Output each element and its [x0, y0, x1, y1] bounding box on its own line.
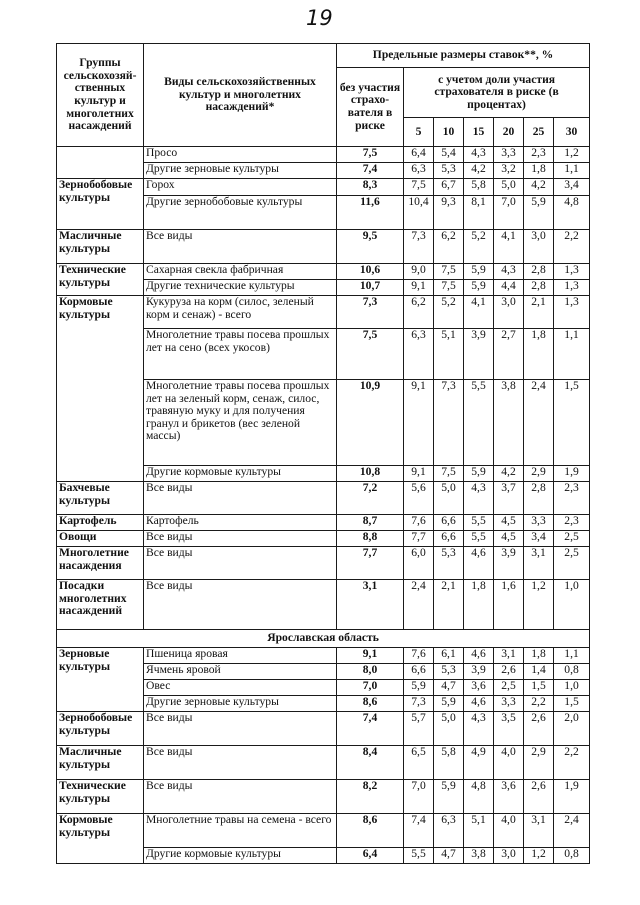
crop-group: Овощи	[57, 531, 144, 547]
rate-share-5: 5,6	[404, 482, 434, 515]
rate-share-25: 1,8	[524, 329, 554, 380]
rate-without-share: 8,6	[337, 696, 404, 712]
rate-share-5: 6,3	[404, 329, 434, 380]
rate-share-5: 6,3	[404, 163, 434, 179]
rate-share-30: 1,1	[554, 329, 590, 380]
rate-share-10: 4,7	[434, 848, 464, 864]
crop-type: Картофель	[144, 515, 337, 531]
rate-share-5: 5,9	[404, 680, 434, 696]
rate-share-30: 1,5	[554, 380, 590, 466]
rate-share-10: 7,5	[434, 264, 464, 280]
rate-share-15: 4,3	[464, 712, 494, 746]
rate-share-30: 2,2	[554, 230, 590, 264]
rate-share-25: 1,5	[524, 680, 554, 696]
table-row	[57, 580, 590, 630]
rate-share-5: 9,0	[404, 264, 434, 280]
rate-share-5: 6,4	[404, 147, 434, 163]
rate-share-30: 1,3	[554, 280, 590, 296]
rate-share-30: 4,8	[554, 196, 590, 230]
rate-share-25: 2,9	[524, 746, 554, 780]
rate-share-20: 3,0	[494, 848, 524, 864]
rate-share-10: 7,5	[434, 466, 464, 482]
rate-share-25: 1,2	[524, 580, 554, 630]
region-title: Ярославская область	[57, 630, 590, 648]
rate-share-25: 2,6	[524, 780, 554, 814]
crop-type: Все виды	[144, 712, 337, 746]
rate-without-share: 8,6	[337, 814, 404, 848]
rate-share-5: 9,1	[404, 466, 434, 482]
rate-share-15: 3,8	[464, 848, 494, 864]
rate-share-5: 7,3	[404, 696, 434, 712]
crop-type: Другие зерновые культуры	[144, 163, 337, 179]
rate-without-share: 11,6	[337, 196, 404, 230]
crop-group: Многолетние насаждения	[57, 547, 144, 580]
table-row	[57, 515, 590, 531]
rate-share-30: 1,0	[554, 580, 590, 630]
crop-group: Картофель	[57, 515, 144, 531]
rate-without-share: 3,1	[337, 580, 404, 630]
rate-share-20: 4,0	[494, 746, 524, 780]
rate-without-share: 7,5	[337, 147, 404, 163]
table-row	[57, 648, 590, 664]
rate-without-share: 7,7	[337, 547, 404, 580]
header-share-10: 10	[434, 118, 464, 147]
crop-type: Все виды	[144, 746, 337, 780]
table-row	[57, 780, 590, 814]
rate-without-share: 7,0	[337, 680, 404, 696]
rate-share-25: 2,8	[524, 482, 554, 515]
rate-share-5: 9,1	[404, 380, 434, 466]
rate-share-10: 6,6	[434, 531, 464, 547]
rate-share-30: 3,4	[554, 179, 590, 196]
crop-type: Все виды	[144, 547, 337, 580]
rate-without-share: 8,2	[337, 780, 404, 814]
rate-share-5: 9,1	[404, 280, 434, 296]
rate-without-share: 10,6	[337, 264, 404, 280]
rate-share-5: 7,6	[404, 648, 434, 664]
rate-share-25: 3,1	[524, 547, 554, 580]
header-share-15: 15	[464, 118, 494, 147]
rate-without-share: 10,7	[337, 280, 404, 296]
rate-share-25: 2,1	[524, 296, 554, 329]
rate-share-25: 2,8	[524, 280, 554, 296]
rate-share-10: 5,9	[434, 780, 464, 814]
rate-share-15: 4,1	[464, 296, 494, 329]
rate-share-15: 8,1	[464, 196, 494, 230]
rate-share-20: 2,7	[494, 329, 524, 380]
rate-share-30: 2,3	[554, 482, 590, 515]
crop-group: Зернобобовые культуры	[57, 179, 144, 230]
rate-without-share: 8,0	[337, 664, 404, 680]
rate-share-10: 2,1	[434, 580, 464, 630]
insurance-rates-table	[56, 43, 590, 864]
header-share-5: 5	[404, 118, 434, 147]
crop-group: Масличные культуры	[57, 230, 144, 264]
crop-type: Просо	[144, 147, 337, 163]
rate-share-30: 1,0	[554, 680, 590, 696]
header-share-20: 20	[494, 118, 524, 147]
rate-share-15: 4,6	[464, 696, 494, 712]
crop-group: Бахчевые культуры	[57, 482, 144, 515]
rate-share-5: 7,5	[404, 179, 434, 196]
crop-type: Все виды	[144, 531, 337, 547]
rate-share-20: 3,9	[494, 547, 524, 580]
rate-without-share: 10,8	[337, 466, 404, 482]
rate-share-25: 3,0	[524, 230, 554, 264]
rate-share-25: 2,2	[524, 696, 554, 712]
crop-type: Многолетние травы на семена - всего	[144, 814, 337, 848]
table-row	[57, 230, 590, 264]
crop-group: Зерновые культуры	[57, 648, 144, 712]
rate-share-10: 6,2	[434, 230, 464, 264]
crop-type: Все виды	[144, 580, 337, 630]
rate-share-20: 4,4	[494, 280, 524, 296]
rate-share-5: 7,6	[404, 515, 434, 531]
header-with-share: с учетом доли участия страхователя в риске (в процентах)	[404, 68, 590, 118]
crop-type: Все виды	[144, 780, 337, 814]
crop-type: Другие кормовые культуры	[144, 848, 337, 864]
rate-share-25: 3,4	[524, 531, 554, 547]
header-without-share: без участия страхо- вателя в риске	[337, 68, 404, 147]
rate-share-20: 2,6	[494, 664, 524, 680]
rate-share-20: 3,3	[494, 147, 524, 163]
header-types: Виды сельскохозяйственных культур и многолетних насаждений*	[144, 44, 337, 147]
crop-type: Другие зернобобовые культуры	[144, 196, 337, 230]
crop-type: Сахарная свекла фабричная	[144, 264, 337, 280]
rate-share-25: 1,8	[524, 648, 554, 664]
rate-without-share: 7,4	[337, 712, 404, 746]
header-share-25: 25	[524, 118, 554, 147]
table-row	[57, 179, 590, 196]
crop-type: Овес	[144, 680, 337, 696]
rate-share-5: 7,7	[404, 531, 434, 547]
table-row	[57, 147, 590, 163]
rate-share-10: 5,8	[434, 746, 464, 780]
rate-share-20: 3,3	[494, 696, 524, 712]
rate-share-20: 4,5	[494, 515, 524, 531]
table-row	[57, 264, 590, 280]
rate-share-30: 0,8	[554, 664, 590, 680]
table-row	[57, 482, 590, 515]
rate-share-30: 1,2	[554, 147, 590, 163]
rate-share-30: 0,8	[554, 848, 590, 864]
crop-type: Кукуруза на корм (силос, зеленый корм и сенаж) - всего	[144, 296, 337, 329]
crop-type: Ячмень яровой	[144, 664, 337, 680]
crop-type: Многолетние травы посева прошлых лет на зеленый корм, сенаж, силос, травяную муку и для получения гранул и брикетов (вес зеленой массы)	[144, 380, 337, 466]
table-row	[57, 814, 590, 848]
rate-share-25: 1,8	[524, 163, 554, 179]
rate-share-10: 5,0	[434, 482, 464, 515]
rate-share-25: 1,2	[524, 848, 554, 864]
rate-share-20: 3,6	[494, 780, 524, 814]
rate-share-5: 7,4	[404, 814, 434, 848]
rate-share-10: 5,9	[434, 696, 464, 712]
rate-without-share: 9,5	[337, 230, 404, 264]
rate-share-20: 3,1	[494, 648, 524, 664]
rate-share-10: 5,3	[434, 664, 464, 680]
rate-share-5: 5,7	[404, 712, 434, 746]
rate-share-30: 1,3	[554, 296, 590, 329]
crop-type: Другие зерновые культуры	[144, 696, 337, 712]
rate-share-25: 2,3	[524, 147, 554, 163]
rate-share-5: 7,3	[404, 230, 434, 264]
rate-share-10: 7,3	[434, 380, 464, 466]
rate-share-25: 4,2	[524, 179, 554, 196]
crop-type: Пшеница яровая	[144, 648, 337, 664]
rate-share-30: 2,5	[554, 531, 590, 547]
rate-share-10: 5,2	[434, 296, 464, 329]
rate-share-15: 3,6	[464, 680, 494, 696]
rate-share-20: 4,5	[494, 531, 524, 547]
table-row	[57, 712, 590, 746]
table-row	[57, 531, 590, 547]
rate-share-15: 5,9	[464, 264, 494, 280]
rate-share-5: 6,2	[404, 296, 434, 329]
rate-share-25: 1,4	[524, 664, 554, 680]
crop-group	[57, 147, 144, 179]
rate-share-15: 4,6	[464, 648, 494, 664]
rate-share-10: 6,6	[434, 515, 464, 531]
rate-share-25: 2,6	[524, 712, 554, 746]
rate-share-30: 1,9	[554, 780, 590, 814]
rate-share-10: 5,4	[434, 147, 464, 163]
header-groups: Группы сельскохозяй- ственных культур и многолетних насаждений	[57, 44, 144, 147]
rate-without-share: 7,5	[337, 329, 404, 380]
rate-share-20: 4,0	[494, 814, 524, 848]
rate-share-15: 5,9	[464, 280, 494, 296]
rate-share-15: 5,5	[464, 531, 494, 547]
rate-share-25: 3,3	[524, 515, 554, 531]
rate-without-share: 8,7	[337, 515, 404, 531]
header-share-30: 30	[554, 118, 590, 147]
rate-share-5: 5,5	[404, 848, 434, 864]
rate-share-15: 4,8	[464, 780, 494, 814]
rate-share-20: 4,2	[494, 466, 524, 482]
rate-without-share: 9,1	[337, 648, 404, 664]
crop-type: Горох	[144, 179, 337, 196]
table-row	[57, 746, 590, 780]
rate-share-25: 2,9	[524, 466, 554, 482]
rate-share-30: 2,3	[554, 515, 590, 531]
rate-share-20: 4,1	[494, 230, 524, 264]
rate-share-30: 2,0	[554, 712, 590, 746]
rate-share-20: 3,7	[494, 482, 524, 515]
rate-share-15: 4,3	[464, 482, 494, 515]
rate-share-10: 5,1	[434, 329, 464, 380]
region-row	[57, 630, 590, 648]
rate-share-25: 5,9	[524, 196, 554, 230]
rate-share-10: 6,7	[434, 179, 464, 196]
crop-group: Зернобобовые культуры	[57, 712, 144, 746]
rate-without-share: 6,4	[337, 848, 404, 864]
crop-type: Другие кормовые культуры	[144, 466, 337, 482]
rate-without-share: 7,2	[337, 482, 404, 515]
rate-share-15: 3,9	[464, 664, 494, 680]
rate-share-20: 1,6	[494, 580, 524, 630]
rate-share-5: 6,5	[404, 746, 434, 780]
rate-share-25: 2,4	[524, 380, 554, 466]
rate-share-30: 1,3	[554, 264, 590, 280]
crop-type: Многолетние травы посева прошлых лет на сено (всех укосов)	[144, 329, 337, 380]
rate-share-10: 7,5	[434, 280, 464, 296]
rate-without-share: 7,4	[337, 163, 404, 179]
rate-share-30: 1,1	[554, 648, 590, 664]
crop-group: Посадки многолетних насаждений	[57, 580, 144, 630]
rate-share-15: 4,2	[464, 163, 494, 179]
rate-without-share: 7,3	[337, 296, 404, 329]
rate-share-20: 3,8	[494, 380, 524, 466]
rate-share-15: 5,5	[464, 515, 494, 531]
rate-share-10: 4,7	[434, 680, 464, 696]
rate-share-10: 9,3	[434, 196, 464, 230]
rate-share-30: 1,1	[554, 163, 590, 179]
rate-share-25: 2,8	[524, 264, 554, 280]
rate-share-15: 5,8	[464, 179, 494, 196]
rate-share-15: 5,9	[464, 466, 494, 482]
rate-share-5: 2,4	[404, 580, 434, 630]
crop-group: Кормовые культуры	[57, 814, 144, 864]
rate-share-30: 1,5	[554, 696, 590, 712]
rate-without-share: 8,8	[337, 531, 404, 547]
page-number: 19	[306, 6, 333, 30]
rate-without-share: 8,3	[337, 179, 404, 196]
rate-share-10: 5,0	[434, 712, 464, 746]
crop-type: Все виды	[144, 482, 337, 515]
rate-share-30: 2,5	[554, 547, 590, 580]
crop-group: Технические культуры	[57, 780, 144, 814]
rate-share-15: 4,9	[464, 746, 494, 780]
rate-share-30: 1,9	[554, 466, 590, 482]
rate-without-share: 8,4	[337, 746, 404, 780]
rate-share-20: 4,3	[494, 264, 524, 280]
rate-share-5: 10,4	[404, 196, 434, 230]
rate-share-30: 2,4	[554, 814, 590, 848]
rate-share-20: 2,5	[494, 680, 524, 696]
rate-share-15: 5,2	[464, 230, 494, 264]
rate-share-5: 7,0	[404, 780, 434, 814]
rate-share-15: 4,3	[464, 147, 494, 163]
rate-share-20: 5,0	[494, 179, 524, 196]
rate-share-20: 7,0	[494, 196, 524, 230]
rate-share-20: 3,0	[494, 296, 524, 329]
rate-share-5: 6,0	[404, 547, 434, 580]
rate-share-10: 5,3	[434, 547, 464, 580]
rate-share-15: 4,6	[464, 547, 494, 580]
crop-group: Кормовые культуры	[57, 296, 144, 482]
rate-share-10: 5,3	[434, 163, 464, 179]
rate-share-15: 3,9	[464, 329, 494, 380]
table-row	[57, 296, 590, 329]
crop-type: Другие технические культуры	[144, 280, 337, 296]
rate-share-10: 6,3	[434, 814, 464, 848]
rate-share-5: 6,6	[404, 664, 434, 680]
rate-share-25: 3,1	[524, 814, 554, 848]
crop-type: Все виды	[144, 230, 337, 264]
crop-group: Масличные культуры	[57, 746, 144, 780]
header-limit: Предельные размеры ставок**, %	[337, 44, 590, 68]
rate-share-15: 5,1	[464, 814, 494, 848]
rate-share-20: 3,2	[494, 163, 524, 179]
rate-without-share: 10,9	[337, 380, 404, 466]
table-row	[57, 547, 590, 580]
rate-share-15: 1,8	[464, 580, 494, 630]
rate-share-30: 2,2	[554, 746, 590, 780]
rate-share-10: 6,1	[434, 648, 464, 664]
rate-share-20: 3,5	[494, 712, 524, 746]
crop-group: Технические культуры	[57, 264, 144, 296]
rate-share-15: 5,5	[464, 380, 494, 466]
